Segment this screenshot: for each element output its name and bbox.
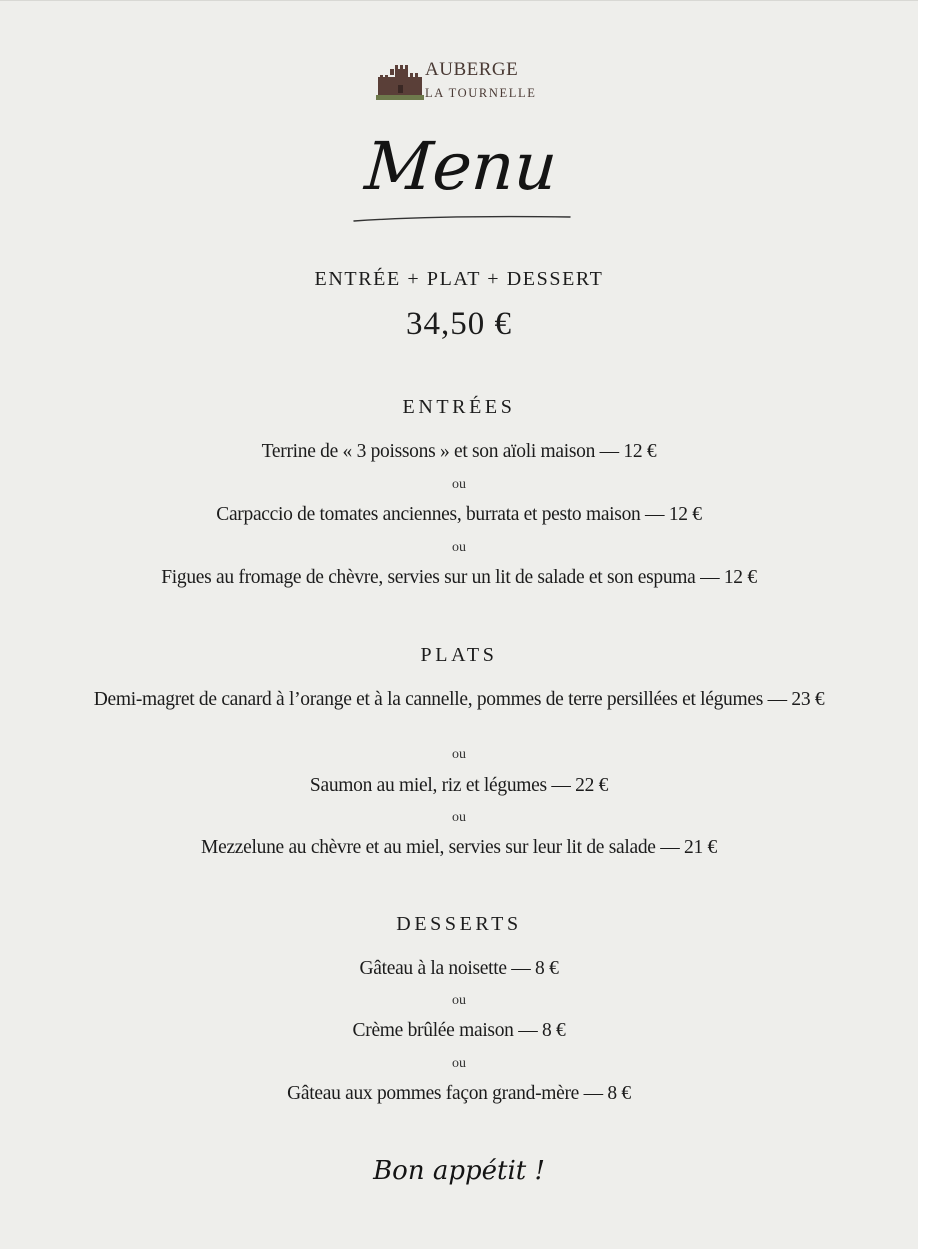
- section-heading-desserts: DESSERTS: [396, 913, 522, 935]
- logo-name-line2: LA TOURNELLE: [425, 86, 537, 100]
- menu-item: Terrine de « 3 poissons » et son aïoli maison — 12 €: [261, 441, 657, 462]
- menu-item: Crème brûlée maison — 8 €: [352, 1020, 566, 1041]
- menu-item: Demi-magret de canard à l’orange et à la cannelle, pommes de terre persillées et légumes — 23 €: [93, 689, 825, 710]
- menu-item: Figues au fromage de chèvre, servies sur un lit de salade et son espuma — 12 €: [161, 567, 757, 588]
- separator-ou: ou: [452, 477, 466, 492]
- formula-price: 34,50 €: [406, 306, 512, 342]
- menu-item: Carpaccio de tomates anciennes, burrata et pesto maison — 12 €: [216, 504, 702, 525]
- menu-item: Gâteau aux pommes façon grand-mère — 8 €: [287, 1083, 631, 1104]
- formula-label: ENTRÉE + PLAT + DESSERT: [314, 268, 604, 290]
- menu-item: Gâteau à la noisette — 8 €: [359, 958, 559, 979]
- logo: [376, 59, 556, 105]
- separator-ou: ou: [452, 747, 466, 762]
- closing-text: Bon appétit !: [373, 1156, 545, 1186]
- section-heading-plats: PLATS: [420, 644, 498, 666]
- logo-name-line1: AUBERGE: [425, 59, 519, 80]
- page-title: Menu: [362, 128, 560, 205]
- section-heading-entrees: ENTRÉES: [402, 396, 516, 418]
- castle-icon: [376, 61, 424, 101]
- menu-item: Mezzelune au chèvre et au miel, servies sur leur lit de salade — 21 €: [201, 837, 717, 858]
- title-underline: [352, 212, 572, 226]
- separator-ou: ou: [452, 810, 466, 825]
- menu-item: Saumon au miel, riz et légumes — 22 €: [309, 775, 609, 796]
- separator-ou: ou: [452, 540, 466, 555]
- separator-ou: ou: [452, 1056, 466, 1071]
- separator-ou: ou: [452, 993, 466, 1008]
